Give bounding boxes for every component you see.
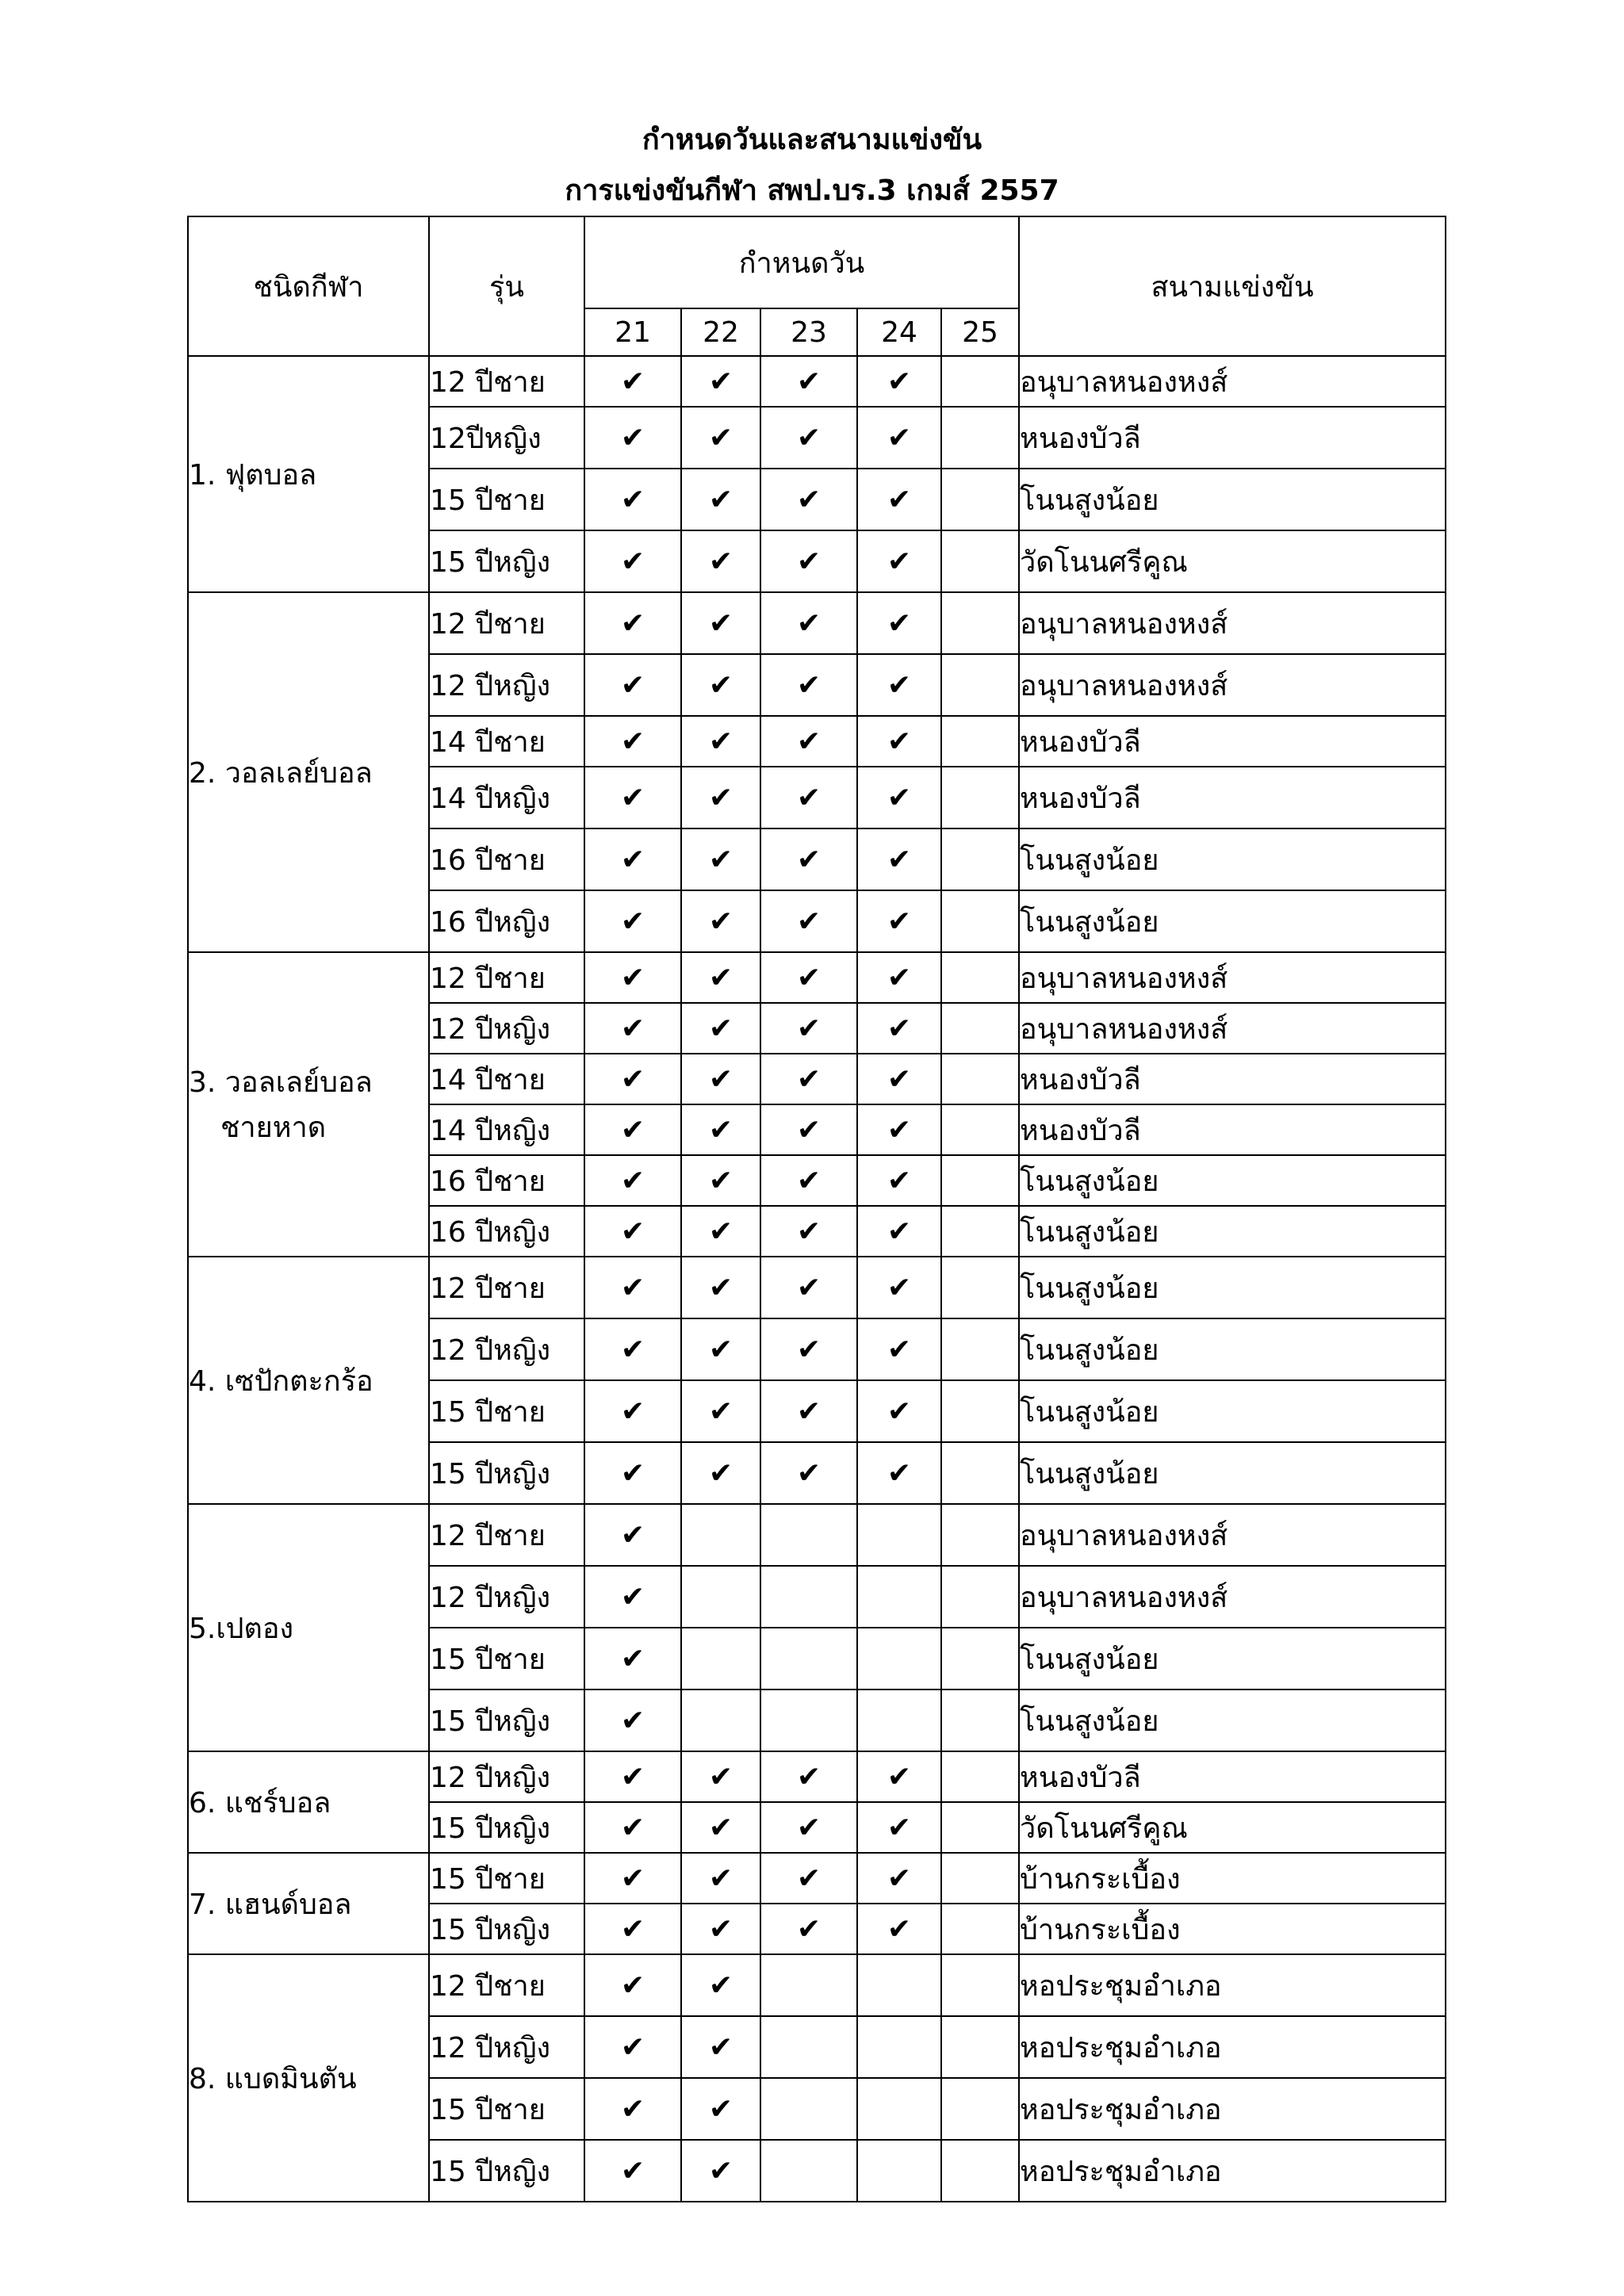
check-mark-icon: ✔: [584, 1155, 681, 1206]
header-day: 25: [941, 308, 1019, 356]
check-mark-icon: ✔: [681, 2078, 760, 2140]
age-class: 12ปีหญิง: [429, 407, 584, 469]
age-class: 15 ปีหญิง: [429, 2140, 584, 2202]
empty-day-cell: [941, 2078, 1019, 2140]
header-venue: สนามแข่งขัน: [1019, 216, 1446, 356]
check-mark-icon: ✔: [760, 1318, 857, 1380]
check-mark-icon: ✔: [584, 1206, 681, 1257]
check-mark-icon: ✔: [760, 1442, 857, 1504]
sport-name-line: 2. วอลเลย์บอล: [189, 756, 373, 790]
empty-day-cell: [681, 1566, 760, 1628]
venue-name: บ้านกระเบื้อง: [1019, 1853, 1446, 1904]
check-mark-icon: ✔: [584, 2140, 681, 2202]
check-mark-icon: ✔: [584, 1628, 681, 1689]
check-mark-icon: ✔: [681, 952, 760, 1003]
age-class: 12 ปีชาย: [429, 1504, 584, 1566]
venue-name: โนนสูงน้อย: [1019, 469, 1446, 530]
check-mark-icon: ✔: [857, 1054, 941, 1104]
empty-day-cell: [941, 2140, 1019, 2202]
check-mark-icon: ✔: [857, 1442, 941, 1504]
empty-day-cell: [941, 1003, 1019, 1054]
check-mark-icon: ✔: [584, 1566, 681, 1628]
venue-name: อนุบาลหนองหงส์: [1019, 356, 1446, 407]
empty-day-cell: [681, 1689, 760, 1751]
schedule-table: [187, 216, 1446, 2202]
table-row: [188, 1751, 1446, 1802]
venue-name: โนนสูงน้อย: [1019, 890, 1446, 952]
sport-name: [188, 1504, 429, 1751]
age-class: 12 ปีชาย: [429, 952, 584, 1003]
check-mark-icon: ✔: [760, 407, 857, 469]
age-class: 16 ปีชาย: [429, 828, 584, 890]
check-mark-icon: ✔: [857, 1853, 941, 1904]
check-mark-icon: ✔: [584, 1904, 681, 1954]
empty-day-cell: [681, 1504, 760, 1566]
empty-day-cell: [941, 407, 1019, 469]
check-mark-icon: ✔: [584, 654, 681, 716]
check-mark-icon: ✔: [584, 1442, 681, 1504]
table-row: [188, 1853, 1446, 1904]
check-mark-icon: ✔: [760, 1206, 857, 1257]
check-mark-icon: ✔: [584, 1380, 681, 1442]
venue-name: หอประชุมอำเภอ: [1019, 2140, 1446, 2202]
age-class: 12 ปีชาย: [429, 1257, 584, 1318]
venue-name: หอประชุมอำเภอ: [1019, 2078, 1446, 2140]
check-mark-icon: ✔: [584, 469, 681, 530]
check-mark-icon: ✔: [857, 356, 941, 407]
venue-name: หนองบัวลี: [1019, 1104, 1446, 1155]
age-class: 12 ปีหญิง: [429, 1751, 584, 1802]
empty-day-cell: [760, 1954, 857, 2016]
empty-day-cell: [941, 1853, 1019, 1904]
empty-day-cell: [857, 2078, 941, 2140]
check-mark-icon: ✔: [584, 890, 681, 952]
check-mark-icon: ✔: [681, 1751, 760, 1802]
empty-day-cell: [941, 828, 1019, 890]
check-mark-icon: ✔: [584, 592, 681, 654]
venue-name: โนนสูงน้อย: [1019, 1628, 1446, 1689]
age-class: 12 ปีหญิง: [429, 2016, 584, 2078]
venue-name: อนุบาลหนองหงส์: [1019, 1003, 1446, 1054]
empty-day-cell: [941, 1155, 1019, 1206]
age-class: 15 ปีชาย: [429, 469, 584, 530]
check-mark-icon: ✔: [584, 716, 681, 767]
age-class: 15 ปีหญิง: [429, 1904, 584, 1954]
empty-day-cell: [941, 952, 1019, 1003]
empty-day-cell: [760, 1566, 857, 1628]
age-class: 15 ปีชาย: [429, 2078, 584, 2140]
check-mark-icon: ✔: [584, 1504, 681, 1566]
check-mark-icon: ✔: [681, 828, 760, 890]
check-mark-icon: ✔: [857, 1802, 941, 1853]
header-day: 23: [760, 308, 857, 356]
check-mark-icon: ✔: [681, 1318, 760, 1380]
empty-day-cell: [941, 1954, 1019, 2016]
age-class: 15 ปีชาย: [429, 1853, 584, 1904]
table-row: [188, 1257, 1446, 1318]
venue-name: โนนสูงน้อย: [1019, 1155, 1446, 1206]
venue-name: โนนสูงน้อย: [1019, 1206, 1446, 1257]
empty-day-cell: [941, 1689, 1019, 1751]
sport-name-line: 1. ฟุตบอล: [189, 458, 317, 492]
check-mark-icon: ✔: [681, 716, 760, 767]
check-mark-icon: ✔: [760, 1802, 857, 1853]
empty-day-cell: [941, 1904, 1019, 1954]
header-day: 22: [681, 308, 760, 356]
check-mark-icon: ✔: [857, 716, 941, 767]
sport-name: [188, 952, 429, 1257]
check-mark-icon: ✔: [584, 407, 681, 469]
empty-day-cell: [857, 2016, 941, 2078]
empty-day-cell: [857, 2140, 941, 2202]
venue-name: หนองบัวลี: [1019, 1054, 1446, 1104]
check-mark-icon: ✔: [857, 654, 941, 716]
venue-name: หนองบัวลี: [1019, 407, 1446, 469]
empty-day-cell: [941, 1054, 1019, 1104]
empty-day-cell: [941, 1318, 1019, 1380]
empty-day-cell: [941, 1257, 1019, 1318]
check-mark-icon: ✔: [584, 2016, 681, 2078]
venue-name: โนนสูงน้อย: [1019, 1442, 1446, 1504]
header-age: รุ่น: [429, 216, 584, 356]
check-mark-icon: ✔: [681, 407, 760, 469]
check-mark-icon: ✔: [681, 592, 760, 654]
age-class: 12 ปีหญิง: [429, 1566, 584, 1628]
empty-day-cell: [941, 1802, 1019, 1853]
sport-name: [188, 356, 429, 592]
page-title: กำหนดวันและสนามแข่งขัน: [642, 124, 982, 156]
check-mark-icon: ✔: [681, 1380, 760, 1442]
venue-name: หอประชุมอำเภอ: [1019, 1954, 1446, 2016]
age-class: 16 ปีหญิง: [429, 890, 584, 952]
check-mark-icon: ✔: [584, 530, 681, 592]
age-class: 15 ปีหญิง: [429, 1689, 584, 1751]
check-mark-icon: ✔: [760, 1904, 857, 1954]
sport-name: [188, 1853, 429, 1954]
age-class: 16 ปีหญิง: [429, 1206, 584, 1257]
check-mark-icon: ✔: [584, 1954, 681, 2016]
empty-day-cell: [941, 1206, 1019, 1257]
check-mark-icon: ✔: [584, 1802, 681, 1853]
check-mark-icon: ✔: [584, 2078, 681, 2140]
sport-name-line: 3. วอลเลย์บอล: [189, 1066, 373, 1099]
venue-name: วัดโนนศรีคูณ: [1019, 530, 1446, 592]
sport-name-line: 4. เซปักตะกร้อ: [189, 1364, 373, 1398]
check-mark-icon: ✔: [857, 1104, 941, 1155]
check-mark-icon: ✔: [584, 1104, 681, 1155]
age-class: 12 ปีหญิง: [429, 1318, 584, 1380]
check-mark-icon: ✔: [584, 1853, 681, 1904]
check-mark-icon: ✔: [681, 1853, 760, 1904]
empty-day-cell: [760, 1628, 857, 1689]
empty-day-cell: [941, 1442, 1019, 1504]
empty-day-cell: [941, 1751, 1019, 1802]
age-class: 12 ปีชาย: [429, 1954, 584, 2016]
empty-day-cell: [941, 469, 1019, 530]
age-class: 14 ปีหญิง: [429, 767, 584, 828]
venue-name: อนุบาลหนองหงส์: [1019, 952, 1446, 1003]
check-mark-icon: ✔: [857, 890, 941, 952]
check-mark-icon: ✔: [857, 1003, 941, 1054]
sport-name: [188, 592, 429, 952]
check-mark-icon: ✔: [760, 1104, 857, 1155]
check-mark-icon: ✔: [681, 2140, 760, 2202]
check-mark-icon: ✔: [857, 530, 941, 592]
check-mark-icon: ✔: [681, 1954, 760, 2016]
venue-name: หนองบัวลี: [1019, 1751, 1446, 1802]
header-date: กำหนดวัน: [584, 216, 1019, 308]
check-mark-icon: ✔: [584, 952, 681, 1003]
check-mark-icon: ✔: [681, 890, 760, 952]
sport-name: [188, 1954, 429, 2202]
check-mark-icon: ✔: [681, 1257, 760, 1318]
check-mark-icon: ✔: [681, 1206, 760, 1257]
check-mark-icon: ✔: [760, 1054, 857, 1104]
check-mark-icon: ✔: [857, 1904, 941, 1954]
age-class: 12 ปีชาย: [429, 592, 584, 654]
age-class: 14 ปีชาย: [429, 716, 584, 767]
venue-name: โนนสูงน้อย: [1019, 828, 1446, 890]
empty-day-cell: [857, 1689, 941, 1751]
check-mark-icon: ✔: [857, 1257, 941, 1318]
empty-day-cell: [760, 1689, 857, 1751]
empty-day-cell: [857, 1954, 941, 2016]
empty-day-cell: [857, 1566, 941, 1628]
check-mark-icon: ✔: [584, 1751, 681, 1802]
empty-day-cell: [760, 2016, 857, 2078]
check-mark-icon: ✔: [681, 2016, 760, 2078]
check-mark-icon: ✔: [584, 1003, 681, 1054]
check-mark-icon: ✔: [857, 592, 941, 654]
check-mark-icon: ✔: [760, 828, 857, 890]
empty-day-cell: [857, 1504, 941, 1566]
check-mark-icon: ✔: [760, 1751, 857, 1802]
age-class: 14 ปีหญิง: [429, 1104, 584, 1155]
check-mark-icon: ✔: [584, 1318, 681, 1380]
venue-name: อนุบาลหนองหงส์: [1019, 1566, 1446, 1628]
age-class: 15 ปีชาย: [429, 1628, 584, 1689]
check-mark-icon: ✔: [760, 1853, 857, 1904]
empty-day-cell: [941, 767, 1019, 828]
empty-day-cell: [941, 2016, 1019, 2078]
venue-name: อนุบาลหนองหงส์: [1019, 654, 1446, 716]
empty-day-cell: [941, 1628, 1019, 1689]
check-mark-icon: ✔: [681, 767, 760, 828]
check-mark-icon: ✔: [681, 1802, 760, 1853]
check-mark-icon: ✔: [681, 530, 760, 592]
age-class: 12 ปีหญิง: [429, 1003, 584, 1054]
sport-name-line: ชายหาด: [220, 1112, 327, 1144]
check-mark-icon: ✔: [584, 1257, 681, 1318]
check-mark-icon: ✔: [857, 1751, 941, 1802]
empty-day-cell: [941, 1504, 1019, 1566]
sport-name: [188, 1257, 429, 1504]
check-mark-icon: ✔: [857, 1318, 941, 1380]
table-row: [188, 1954, 1446, 2016]
check-mark-icon: ✔: [760, 890, 857, 952]
table-row: [188, 952, 1446, 1003]
empty-day-cell: [941, 716, 1019, 767]
empty-day-cell: [760, 2078, 857, 2140]
check-mark-icon: ✔: [760, 1380, 857, 1442]
check-mark-icon: ✔: [681, 1104, 760, 1155]
check-mark-icon: ✔: [681, 1442, 760, 1504]
check-mark-icon: ✔: [857, 1155, 941, 1206]
venue-name: วัดโนนศรีคูณ: [1019, 1802, 1446, 1853]
check-mark-icon: ✔: [857, 828, 941, 890]
age-class: 15 ปีหญิง: [429, 1442, 584, 1504]
venue-name: โนนสูงน้อย: [1019, 1318, 1446, 1380]
empty-day-cell: [941, 1104, 1019, 1155]
check-mark-icon: ✔: [760, 654, 857, 716]
check-mark-icon: ✔: [760, 530, 857, 592]
age-class: 15 ปีชาย: [429, 1380, 584, 1442]
page-subtitle: การแข่งขันกีฬา สพป.บร.3 เกมส์ 2557: [565, 174, 1059, 207]
sport-name: [188, 1751, 429, 1853]
check-mark-icon: ✔: [681, 654, 760, 716]
check-mark-icon: ✔: [760, 1257, 857, 1318]
venue-name: โนนสูงน้อย: [1019, 1380, 1446, 1442]
check-mark-icon: ✔: [584, 1054, 681, 1104]
check-mark-icon: ✔: [857, 767, 941, 828]
check-mark-icon: ✔: [857, 407, 941, 469]
empty-day-cell: [941, 1380, 1019, 1442]
check-mark-icon: ✔: [584, 767, 681, 828]
venue-name: อนุบาลหนองหงส์: [1019, 592, 1446, 654]
check-mark-icon: ✔: [857, 469, 941, 530]
empty-day-cell: [941, 654, 1019, 716]
venue-name: โนนสูงน้อย: [1019, 1257, 1446, 1318]
venue-name: หนองบัวลี: [1019, 716, 1446, 767]
venue-name: บ้านกระเบื้อง: [1019, 1904, 1446, 1954]
empty-day-cell: [760, 2140, 857, 2202]
check-mark-icon: ✔: [760, 1003, 857, 1054]
sport-name-line: 7. แฮนด์บอล: [189, 1888, 352, 1921]
check-mark-icon: ✔: [760, 592, 857, 654]
age-class: 15 ปีหญิง: [429, 1802, 584, 1853]
empty-day-cell: [760, 1504, 857, 1566]
venue-name: หอประชุมอำเภอ: [1019, 2016, 1446, 2078]
age-class: 14 ปีชาย: [429, 1054, 584, 1104]
check-mark-icon: ✔: [681, 1054, 760, 1104]
sport-name-line: 6. แชร์บอล: [189, 1786, 331, 1820]
empty-day-cell: [941, 592, 1019, 654]
check-mark-icon: ✔: [760, 356, 857, 407]
venue-name: อนุบาลหนองหงส์: [1019, 1504, 1446, 1566]
table-row: [188, 356, 1446, 407]
header-day: 24: [857, 308, 941, 356]
empty-day-cell: [941, 356, 1019, 407]
venue-name: โนนสูงน้อย: [1019, 1689, 1446, 1751]
header-sport: ชนิดกีฬา: [188, 216, 429, 356]
check-mark-icon: ✔: [681, 1003, 760, 1054]
empty-day-cell: [941, 530, 1019, 592]
venue-name: หนองบัวลี: [1019, 767, 1446, 828]
check-mark-icon: ✔: [584, 828, 681, 890]
check-mark-icon: ✔: [760, 767, 857, 828]
empty-day-cell: [857, 1628, 941, 1689]
check-mark-icon: ✔: [857, 1380, 941, 1442]
check-mark-icon: ✔: [681, 356, 760, 407]
check-mark-icon: ✔: [760, 1155, 857, 1206]
check-mark-icon: ✔: [681, 1904, 760, 1954]
check-mark-icon: ✔: [681, 469, 760, 530]
empty-day-cell: [681, 1628, 760, 1689]
table-row: [188, 1504, 1446, 1566]
check-mark-icon: ✔: [760, 952, 857, 1003]
check-mark-icon: ✔: [857, 952, 941, 1003]
check-mark-icon: ✔: [760, 716, 857, 767]
age-class: 15 ปีหญิง: [429, 530, 584, 592]
table-row: [188, 592, 1446, 654]
check-mark-icon: ✔: [681, 1155, 760, 1206]
age-class: 16 ปีชาย: [429, 1155, 584, 1206]
sport-name-line: 8. แบดมินตัน: [189, 2062, 357, 2095]
check-mark-icon: ✔: [584, 356, 681, 407]
age-class: 12 ปีชาย: [429, 356, 584, 407]
check-mark-icon: ✔: [584, 1689, 681, 1751]
age-class: 12 ปีหญิง: [429, 654, 584, 716]
check-mark-icon: ✔: [760, 469, 857, 530]
header-day: 21: [584, 308, 681, 356]
sport-name-line: 5.เปตอง: [189, 1612, 294, 1645]
empty-day-cell: [941, 1566, 1019, 1628]
empty-day-cell: [941, 890, 1019, 952]
check-mark-icon: ✔: [857, 1206, 941, 1257]
